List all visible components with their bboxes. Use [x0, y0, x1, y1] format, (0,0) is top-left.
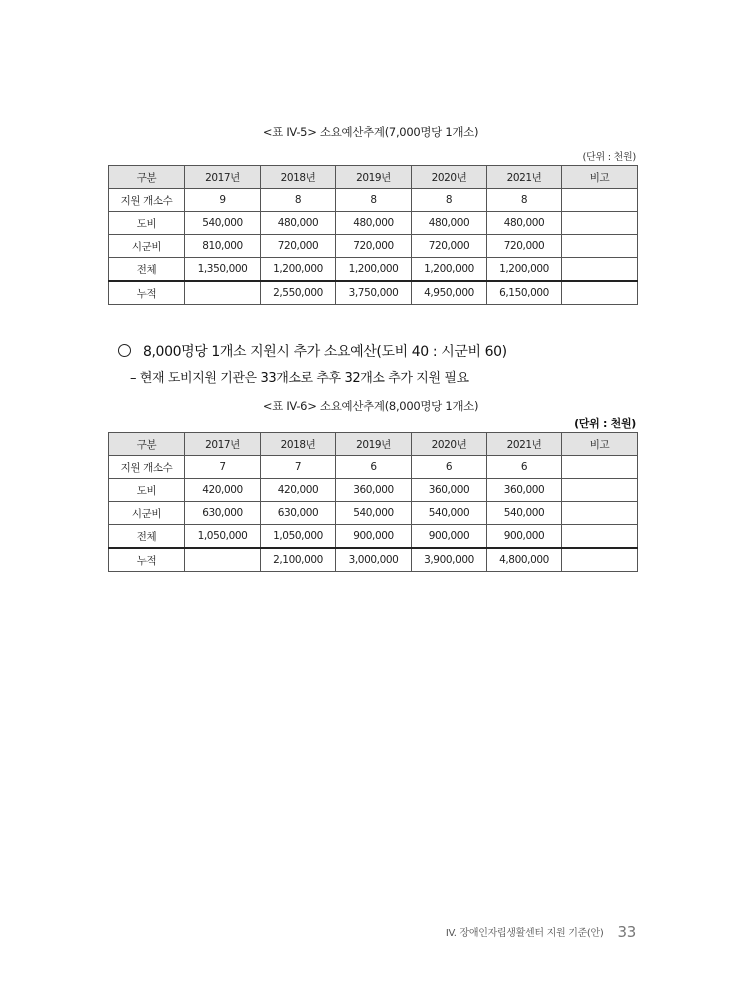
table-cell: 720,000	[487, 235, 562, 258]
table-cell: 6	[336, 456, 412, 479]
table-header-row	[109, 433, 638, 456]
table-row	[109, 189, 638, 212]
circle-bullet-icon	[118, 344, 131, 357]
table-cell: 420,000	[185, 479, 261, 502]
table-cell: 2,100,000	[261, 548, 336, 572]
header-cell: 비고	[562, 166, 638, 189]
table-cell: 1,200,000	[261, 258, 336, 282]
table-cell	[562, 525, 638, 549]
table-cell: 3,000,000	[336, 548, 412, 572]
table-cell: 9	[185, 189, 261, 212]
header-cell: 2018년	[261, 166, 336, 189]
table-cell: 3,900,000	[412, 548, 487, 572]
header-cell: 2021년	[487, 166, 562, 189]
header-cell: 2020년	[412, 433, 487, 456]
budget-table-8000	[108, 432, 638, 572]
table-cell: 720,000	[412, 235, 487, 258]
table-row	[109, 212, 638, 235]
table-cell: 480,000	[412, 212, 487, 235]
table-cell	[185, 281, 261, 305]
table-cell	[562, 189, 638, 212]
row-label: 도비	[109, 479, 185, 502]
table-cell: 720,000	[336, 235, 412, 258]
table-cell	[562, 281, 638, 305]
table1-unit: (단위 : 천원)	[582, 152, 636, 163]
row-label: 누적	[109, 281, 185, 305]
table-cell	[562, 212, 638, 235]
table-row	[109, 502, 638, 525]
table-cell: 8	[261, 189, 336, 212]
table-cell: 7	[261, 456, 336, 479]
table-row	[109, 235, 638, 258]
header-cell: 2017년	[185, 433, 261, 456]
table-cell: 540,000	[185, 212, 261, 235]
page-number: 33	[617, 923, 636, 941]
table-cell: 810,000	[185, 235, 261, 258]
row-label: 지원 개소수	[109, 456, 185, 479]
row-label: 전체	[109, 525, 185, 549]
table-cell: 630,000	[185, 502, 261, 525]
table-cell: 1,350,000	[185, 258, 261, 282]
table-cell: 480,000	[336, 212, 412, 235]
table-cell: 1,200,000	[487, 258, 562, 282]
table-cell: 3,750,000	[336, 281, 412, 305]
table-cell: 6	[487, 456, 562, 479]
table-cell: 900,000	[336, 525, 412, 549]
table-row	[109, 525, 638, 549]
table-cell: 1,050,000	[261, 525, 336, 549]
table-cell	[562, 548, 638, 572]
table-row	[109, 281, 638, 305]
row-label: 시군비	[109, 502, 185, 525]
table-cell: 360,000	[336, 479, 412, 502]
table-cell: 360,000	[412, 479, 487, 502]
budget-table-7000	[108, 165, 638, 305]
table-cell	[562, 479, 638, 502]
table-cell	[185, 548, 261, 572]
row-label: 전체	[109, 258, 185, 282]
table-cell: 4,800,000	[487, 548, 562, 572]
row-label: 시군비	[109, 235, 185, 258]
table2-caption: <표 IV-6> 소요예산추계(8,000명당 1개소)	[262, 399, 479, 413]
table-cell: 1,200,000	[412, 258, 487, 282]
table-cell: 420,000	[261, 479, 336, 502]
table-cell: 6,150,000	[487, 281, 562, 305]
table2-unit: (단위 : 천원)	[574, 417, 636, 430]
table-header-row	[109, 166, 638, 189]
table-cell: 540,000	[336, 502, 412, 525]
bullet-paragraph	[118, 341, 507, 361]
table-cell: 1,200,000	[336, 258, 412, 282]
table-cell: 540,000	[487, 502, 562, 525]
table-cell: 7	[185, 456, 261, 479]
header-cell: 2019년	[336, 433, 412, 456]
header-cell: 2019년	[336, 166, 412, 189]
table-cell: 8	[412, 189, 487, 212]
table-cell: 360,000	[487, 479, 562, 502]
table-cell: 540,000	[412, 502, 487, 525]
table-row	[109, 479, 638, 502]
table1-caption: <표 IV-5> 소요예산추계(7,000명당 1개소)	[262, 125, 479, 139]
header-cell: 2017년	[185, 166, 261, 189]
row-label: 누적	[109, 548, 185, 572]
table-cell: 900,000	[412, 525, 487, 549]
table-cell: 900,000	[487, 525, 562, 549]
table-cell	[562, 502, 638, 525]
footer-section-title: IV. 장애인자립생활센터 지원 기준(안)	[445, 928, 604, 939]
page-footer	[446, 923, 636, 941]
header-cell: 구분	[109, 166, 185, 189]
header-cell: 2020년	[412, 166, 487, 189]
table-cell: 8	[487, 189, 562, 212]
table-cell: 1,050,000	[185, 525, 261, 549]
table-cell: 630,000	[261, 502, 336, 525]
table-cell	[562, 235, 638, 258]
table-cell	[562, 258, 638, 282]
header-cell: 2021년	[487, 433, 562, 456]
table-row	[109, 456, 638, 479]
sub-bullet-text: – 현재 도비지원 기관은 33개소로 추후 32개소 추가 지원 필요	[130, 371, 469, 386]
header-cell: 구분	[109, 433, 185, 456]
table-cell: 480,000	[261, 212, 336, 235]
table-row	[109, 548, 638, 572]
row-label: 도비	[109, 212, 185, 235]
header-cell: 2018년	[261, 433, 336, 456]
bullet-text: 8,000명당 1개소 지원시 추가 소요예산(도비 40 : 시군비 60)	[143, 344, 507, 360]
table-cell: 8	[336, 189, 412, 212]
table-cell: 2,550,000	[261, 281, 336, 305]
table-cell: 720,000	[261, 235, 336, 258]
table-row	[109, 258, 638, 282]
row-label: 지원 개소수	[109, 189, 185, 212]
table-cell: 4,950,000	[412, 281, 487, 305]
table-cell	[562, 456, 638, 479]
table-cell: 6	[412, 456, 487, 479]
header-cell: 비고	[562, 433, 638, 456]
table-cell: 480,000	[487, 212, 562, 235]
